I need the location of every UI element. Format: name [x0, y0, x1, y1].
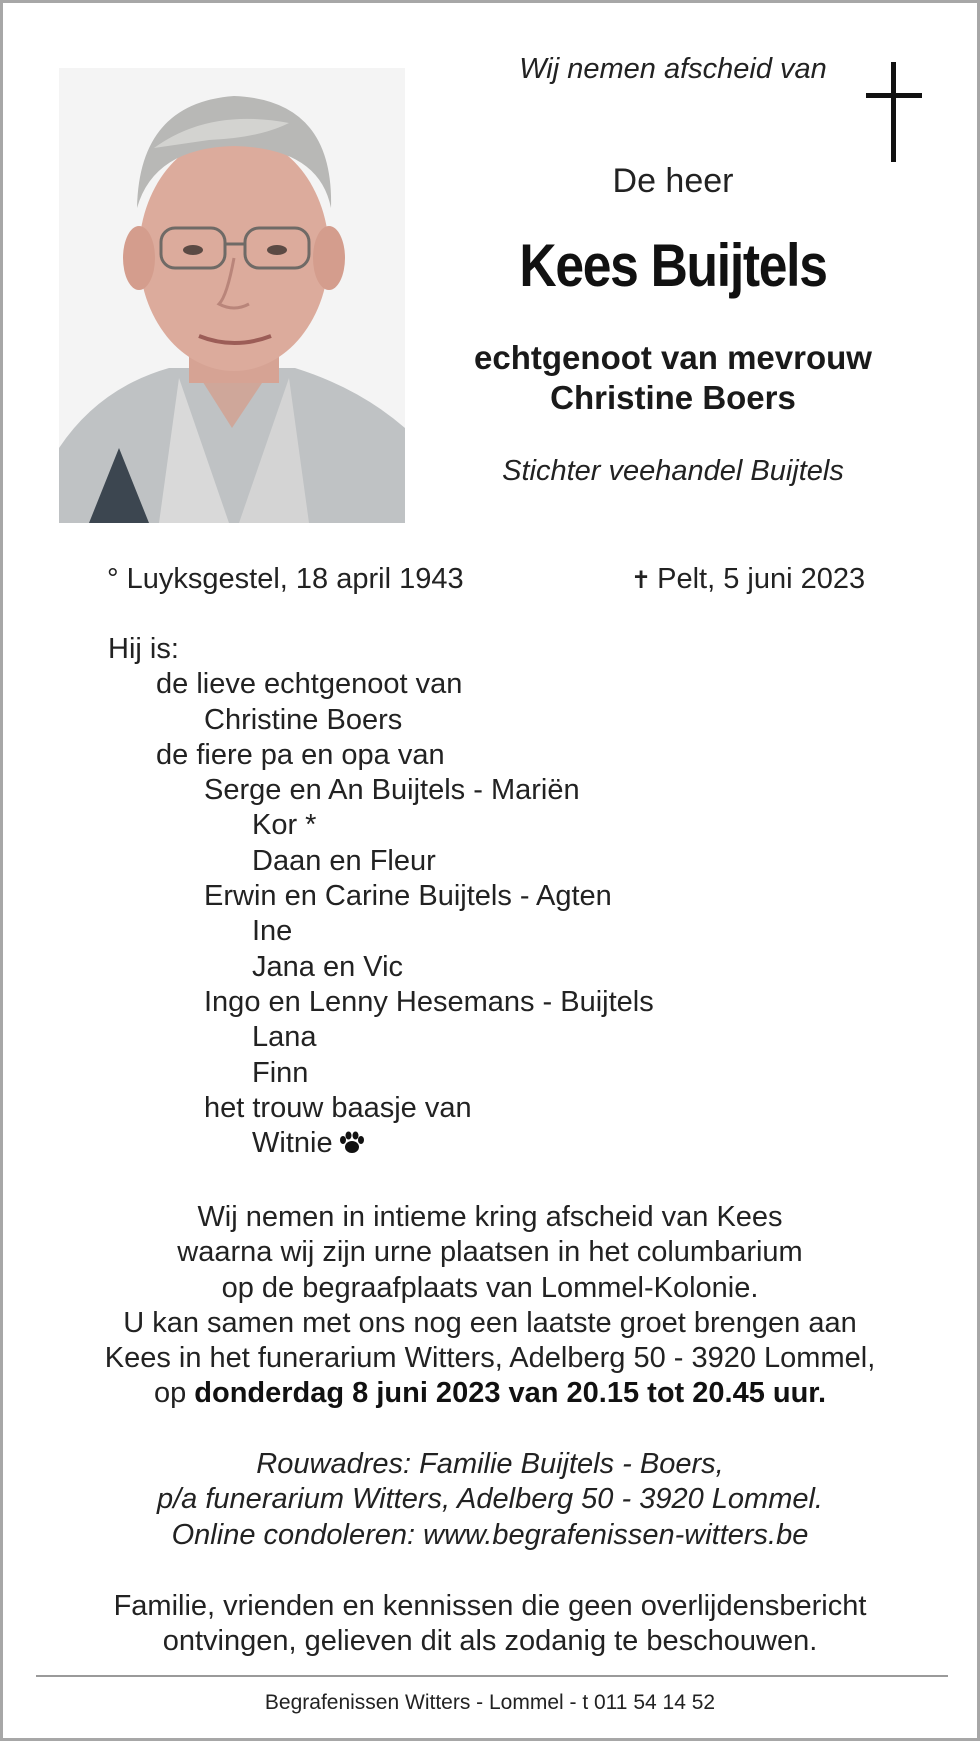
death-info: [631, 563, 865, 596]
spouse-name: Christine Boers: [550, 379, 796, 416]
ceremony-line: waarna wij zijn urne plaatsen in het columbarium: [177, 1236, 803, 1269]
list-item: de lieve echtgenoot van: [156, 668, 463, 701]
list-item: de fiere pa en opa van: [156, 738, 445, 771]
list-item: het trouw baasje van: [204, 1091, 472, 1124]
family-list: [108, 632, 654, 1164]
list-item: Kor *: [252, 809, 317, 842]
list-item: Ine: [252, 915, 293, 948]
address-line: p/a funerarium Witters, Adelberg 50 - 3920 Lommel.: [157, 1483, 823, 1516]
birth-info: ° Luyksgestel, 18 april 1943: [107, 563, 464, 595]
list-item: Hij is:: [108, 633, 179, 665]
list-item: Christine Boers: [204, 703, 403, 736]
spouse-block: [423, 338, 923, 418]
honorific: De heer: [612, 162, 734, 200]
ceremony-datetime: donderdag 8 juni 2023 van 20.15 tot 20.45 uur.: [194, 1377, 827, 1410]
paw-icon: [339, 1129, 365, 1164]
notice-line: Familie, vrienden en kennissen die geen overlijdensbericht: [113, 1590, 867, 1622]
ceremony-prefix: op: [153, 1377, 187, 1410]
pet-name: Witnie: [252, 1127, 333, 1160]
list-item-pet: [108, 1126, 654, 1164]
notice-text: [3, 1589, 977, 1660]
ceremony-line: op de begraafplaats van Lommel-Kolonie.: [221, 1271, 759, 1304]
spouse-line: echtgenoot van mevrouw: [474, 339, 872, 376]
list-item: Serge en An Buijtels - Mariën: [204, 774, 580, 807]
death-cross-icon: ✝: [631, 567, 652, 594]
death-text: Pelt, 5 juni 2023: [657, 563, 866, 595]
condolence-link[interactable]: Online condoleren: www.begrafenissen-witters.be: [171, 1518, 809, 1551]
footer-divider: [36, 1675, 948, 1677]
deceased-name: Kees Buijtels: [519, 232, 827, 299]
list-item: Jana en Vic: [252, 950, 404, 983]
list-item: Finn: [252, 1056, 309, 1089]
list-item: Daan en Fleur: [252, 844, 436, 877]
ceremony-line: Wij nemen in intieme kring afscheid van Kees: [197, 1201, 783, 1233]
funeral-home-footer: Begrafenissen Witters - Lommel - t 011 54 14 52: [264, 1691, 716, 1714]
portrait-photo: [59, 68, 405, 523]
list-item: Erwin en Carine Buijtels - Agten: [204, 880, 612, 913]
list-item: Lana: [252, 1021, 317, 1054]
ceremony-info: [3, 1200, 977, 1412]
ceremony-line: Kees in het funerarium Witters, Adelberg 50 - 3920 Lommel,: [104, 1342, 876, 1375]
list-item: Ingo en Lenny Hesemans - Buijtels: [204, 985, 654, 1018]
notice-line: ontvingen, gelieven dit als zodanig te beschouwen.: [162, 1625, 818, 1658]
intro-text: Wij nemen afscheid van: [519, 53, 827, 85]
condolence-address: [3, 1447, 977, 1553]
address-line: Rouwadres: Familie Buijtels - Boers,: [256, 1448, 724, 1480]
ceremony-line: U kan samen met ons nog een laatste groet brengen aan: [123, 1306, 857, 1339]
ceremony-date-line: [3, 1376, 977, 1411]
occupation: Stichter veehandel Buijtels: [502, 455, 844, 487]
